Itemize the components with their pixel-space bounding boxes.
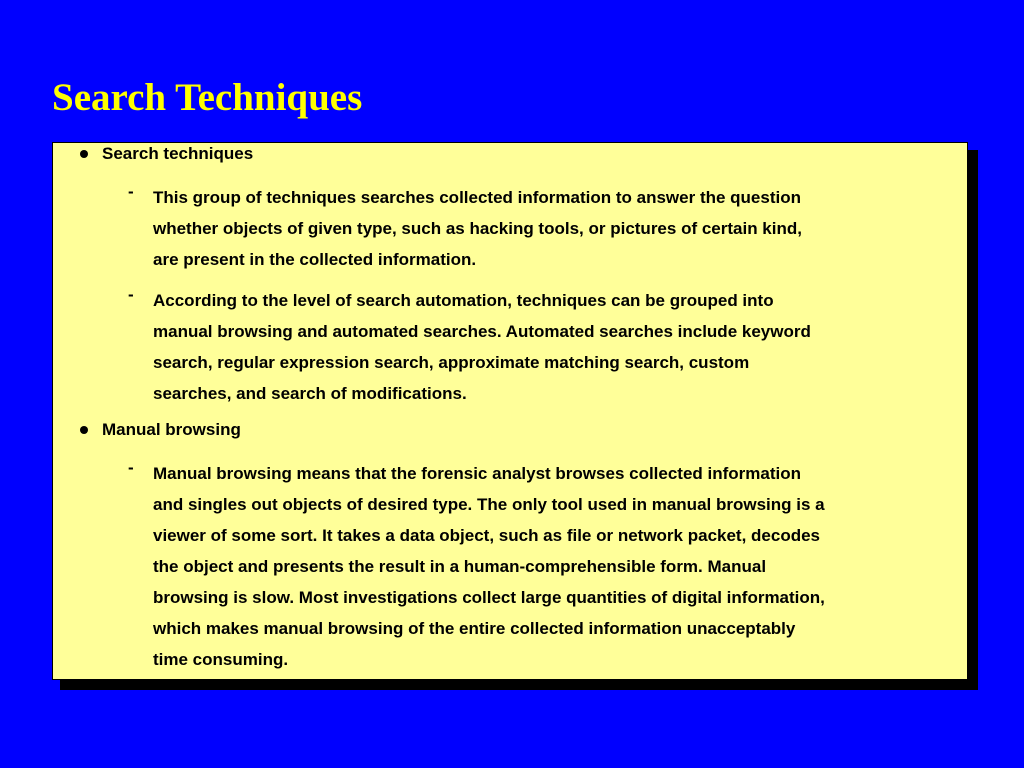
bullet-text: Manual browsing [102, 420, 241, 439]
bullet-dot-icon [80, 150, 88, 158]
bullet-text: Search techniques [102, 144, 254, 163]
text-line: the object and presents the result in a human-comprehensible form. Manual [153, 557, 767, 576]
text-line: This group of techniques searches collected information to answer the question [153, 188, 801, 207]
text-line: manual browsing and automated searches. Automated searches include keyword [153, 322, 811, 341]
slide-title: Search Techniques [52, 76, 363, 119]
dash-icon: - [128, 458, 134, 477]
text-line: time consuming. [153, 650, 289, 669]
text-line: are present in the collected information. [153, 250, 477, 269]
sub-bullet-text [153, 285, 943, 409]
text-line: searches, and search of modifications. [153, 384, 467, 403]
text-line: which makes manual browsing of the entire collected information unacceptably [153, 619, 796, 638]
text-line: search, regular expression search, approximate matching search, custom [153, 353, 750, 372]
text-line: viewer of some sort. It takes a data object, such as file or network packet, decodes [153, 526, 821, 545]
dash-icon: - [128, 285, 134, 304]
dash-icon: - [128, 182, 134, 201]
text-line: Manual browsing means that the forensic analyst browses collected information [153, 464, 802, 483]
text-line: whether objects of given type, such as hacking tools, or pictures of certain kind, [153, 219, 802, 238]
sub-bullet-text [153, 458, 943, 675]
content-panel-inner [53, 143, 967, 679]
bullet-dot-icon [80, 426, 88, 434]
text-line: browsing is slow. Most investigations collect large quantities of digital information, [153, 588, 825, 607]
text-line: According to the level of search automation, techniques can be grouped into [153, 291, 774, 310]
content-panel [52, 142, 968, 680]
sub-bullet-text [153, 182, 943, 275]
text-line: and singles out objects of desired type. The only tool used in manual browsing is a [153, 495, 825, 514]
